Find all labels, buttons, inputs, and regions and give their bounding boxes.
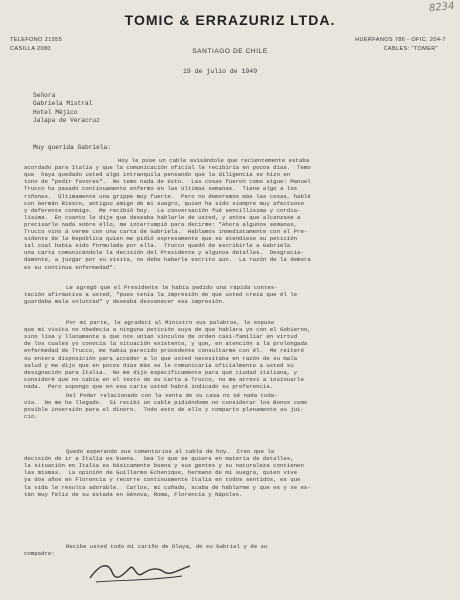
body-line: precisarle nada sobre ello, me interrumpió para decirme: "Ahora algunos semanas, [24, 220, 298, 228]
body-line: la situación en Italia es básicamente buena y sus gentes y su naturaleza contienen [24, 462, 304, 470]
body-line: tal cual había sido formulada por ella. Trucco quedó de escribirle a Gabriela [24, 242, 291, 250]
body-line: salud y me dijo que en pocos días más se le comunicaría oficialmente a usted su [24, 361, 294, 369]
body-line: Por mi parte, le agradecí al Ministro sus palabras, le expuse [66, 319, 275, 326]
body-line: una carta comunicándole la decisión del Presidente y algunos detalles. Desgracia- [24, 249, 304, 257]
letter-date: 19 de julio de 1949 [183, 68, 258, 75]
body-line: su entera disposición para acceder a lo que usted necesitaba en razón de su mala [24, 354, 298, 362]
body-line: con Germán Riesco, antiguo amigo de mi suegro, quien ha sido siempre muy afectuoso [24, 199, 304, 207]
letterhead-telephone: TELEFONO 21555 [10, 37, 63, 43]
body-line: consideré que no cabía en el texto de su carta a Trucco, no me atreví a insinuarle [24, 375, 304, 383]
recipient-line: Jalapa de Veracruz [33, 117, 100, 124]
letterhead-casilla: CASILLA 2080 [10, 46, 51, 52]
body-line: Del Poder relacionado con la venta de su casa no sé nada toda- [66, 392, 278, 399]
letterhead-city: SANTIAGO DE CHILE [192, 48, 268, 55]
body-line: Le agregó que el Presidente le había pedido una rápida contes- [66, 284, 278, 291]
body-line: y deferente conmigo. Me recibió hoy. La conversación fué sencillísima y cordia- [24, 206, 301, 214]
recipient-line: Gabriela Mistral [33, 100, 93, 107]
body-line: Trucco vino a verme con una carta de Gabriela. Hablamos inmediatamente con el Pre- [24, 228, 308, 235]
body-line: sino lisa y llanamente a que nos unían vínculos de orden casi-familiar en virtud [24, 333, 298, 341]
body-line: nada. Pero supongo que en esa carta usted habrá indicado su preferencia. [24, 382, 274, 390]
body-line: que haya quedado usted algo intranquila pensando que la diligencia se hizo en [24, 171, 291, 179]
body-line: decisión de ir a Italia es buena. Sea lo que se quiera en materia de detalles, [24, 455, 294, 463]
body-line: posible inversión para el dinero. Todo esto de ello y comparto plenamente su jui- [24, 406, 304, 414]
body-line: tán muy feliz de su estada en Génova, Roma, Florencia y Nápoles. [24, 490, 243, 498]
salutation: Muy querida Gabriela: [33, 144, 111, 151]
body-line: tación afirmativa a usted, "pues tenía la impresión de que usted creía que él le [24, 291, 298, 299]
body-line: ya dos años en Florencia y recorre continuamente Italia en todos sentidos, es que [24, 476, 301, 484]
recipient-line: Hotel Mèjico [33, 109, 78, 116]
body-line: lísima. En cuanto le dije que deseaba hablarle de usted, y antes que alcanzase a [24, 213, 301, 221]
body-line: Trucco ha pasado continuamente enfermo en las últimas semanas. Tiene algo a los [24, 185, 298, 193]
body-line: enfermedad de Trucco, me había parecido procedente consultarme con él. Me reiteró [24, 347, 304, 355]
body-line: de los cuales yo conocía la situación existente, y que, en atención a la prolongada [24, 340, 308, 348]
body-line: vía. No me ha llegado. Si recibí un cable pidiéndome no considerar los Bonos como [24, 399, 308, 407]
body-line: acordado para Italia y que la comunicación oficial le recibiría en pocos días. Temo [24, 164, 311, 172]
company-name: TOMIC & ERRAZURIZ LTDA. [124, 12, 336, 28]
body-line: las mismas. La opinión de Guillermo Echenique, hermano de mi suegra, quien vive [24, 469, 298, 477]
body-line: designación para Italia. No me dijo específicamente para qué ciudad italiana, y [24, 368, 298, 376]
body-line: sidente de la República quien me pidió expresamente que se atendiese su petición [24, 235, 298, 243]
body-line: tono de "pedir favores". No temo nada de ésto. Las cosas fueron como sigue: Manuel [24, 178, 311, 186]
body-line: Recibe usted todo mi cariño de Olaya, de su Gabriel y de su [66, 543, 268, 550]
body-line: que mi visita no obedecía a ninguna petición suya de que hablara yo con el Gobierno, [24, 326, 311, 334]
body-line: damente, a juzgar por su visita, no debe haberle escrito aún. La razón de la demora [24, 256, 311, 264]
recipient-line: Señora [33, 92, 56, 99]
body-line: compadre: [24, 550, 55, 558]
body-line: Hoy le puse un cable avisándole que recientemente estaba [118, 157, 310, 164]
letterhead-cable: CABLES: "TOMER" [383, 46, 438, 52]
handwritten-signature [86, 556, 196, 586]
body-line: Quedo esperando sus comentarios al cable de hoy. Creo que la [66, 448, 275, 455]
body-line: la vida le resulta adorable. Carlos, mi cuñado, acaba de hablarme y que es y se es- [24, 483, 311, 491]
letterhead-address: HUERFANOS 786 - OFIC. 204-7 [355, 37, 446, 43]
body-line: guardaba mala voluntad" y deseaba desvanecer esa impresión. [24, 298, 226, 306]
body-line: riñones. Últimamente una grippe muy fuerte. Pero no demoremos más las cosas, hablé [24, 192, 311, 200]
archive-mark: 8234 [428, 0, 455, 15]
body-line: es su continua enfermedad". [24, 263, 117, 271]
body-line: cio. [24, 413, 38, 421]
